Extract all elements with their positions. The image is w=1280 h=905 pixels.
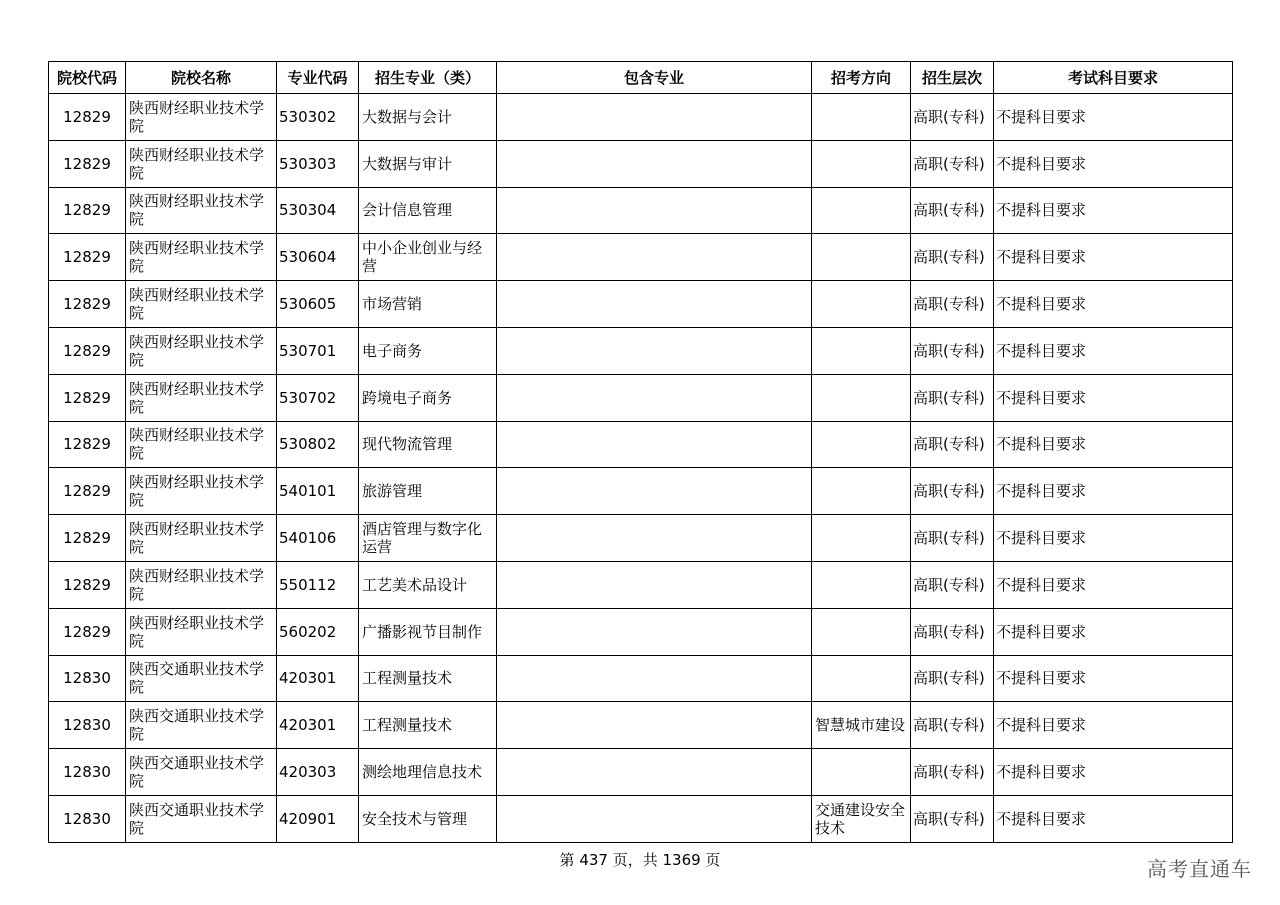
major-cell: 旅游管理 bbox=[359, 468, 497, 515]
subject-requirement-cell: 不提科目要求 bbox=[994, 515, 1233, 562]
admissions-table bbox=[48, 61, 1233, 843]
school-name-cell: 陕西交通职业技术学院 bbox=[126, 795, 277, 842]
direction-cell bbox=[812, 281, 911, 328]
school-name-cell: 陕西财经职业技术学院 bbox=[126, 140, 277, 187]
level-cell: 高职(专科) bbox=[911, 421, 994, 468]
header-level: 招生层次 bbox=[911, 62, 994, 94]
school-code-cell: 12830 bbox=[49, 702, 126, 749]
subject-requirement-cell: 不提科目要求 bbox=[994, 234, 1233, 281]
table-header-row bbox=[49, 62, 1233, 94]
school-name-cell: 陕西财经职业技术学院 bbox=[126, 234, 277, 281]
major-cell: 跨境电子商务 bbox=[359, 374, 497, 421]
table-row bbox=[49, 561, 1233, 608]
school-code-cell: 12829 bbox=[49, 468, 126, 515]
subject-requirement-cell: 不提科目要求 bbox=[994, 140, 1233, 187]
level-cell: 高职(专科) bbox=[911, 561, 994, 608]
table-row bbox=[49, 749, 1233, 796]
major-code-cell: 540106 bbox=[277, 515, 359, 562]
table-row bbox=[49, 421, 1233, 468]
subject-requirement-cell: 不提科目要求 bbox=[994, 795, 1233, 842]
subject-requirement-cell: 不提科目要求 bbox=[994, 281, 1233, 328]
page-number: 第 437 页，共 1369 页 bbox=[559, 851, 721, 869]
subject-requirement-cell: 不提科目要求 bbox=[994, 749, 1233, 796]
subject-requirement-cell: 不提科目要求 bbox=[994, 374, 1233, 421]
direction-cell bbox=[812, 94, 911, 141]
major-cell: 安全技术与管理 bbox=[359, 795, 497, 842]
major-code-cell: 560202 bbox=[277, 608, 359, 655]
direction-cell: 交通建设安全技术 bbox=[812, 795, 911, 842]
school-name-cell: 陕西交通职业技术学院 bbox=[126, 749, 277, 796]
direction-cell bbox=[812, 561, 911, 608]
header-major: 招生专业（类） bbox=[359, 62, 497, 94]
direction-cell bbox=[812, 468, 911, 515]
major-cell: 工程测量技术 bbox=[359, 702, 497, 749]
included-majors-cell bbox=[497, 187, 812, 234]
major-cell: 工艺美术品设计 bbox=[359, 561, 497, 608]
school-name-cell: 陕西财经职业技术学院 bbox=[126, 421, 277, 468]
major-cell: 市场营销 bbox=[359, 281, 497, 328]
major-code-cell: 530303 bbox=[277, 140, 359, 187]
direction-cell bbox=[812, 515, 911, 562]
school-code-cell: 12829 bbox=[49, 608, 126, 655]
school-name-cell: 陕西财经职业技术学院 bbox=[126, 374, 277, 421]
table-row bbox=[49, 468, 1233, 515]
major-code-cell: 420901 bbox=[277, 795, 359, 842]
major-code-cell: 540101 bbox=[277, 468, 359, 515]
major-cell: 大数据与审计 bbox=[359, 140, 497, 187]
school-code-cell: 12829 bbox=[49, 140, 126, 187]
school-code-cell: 12829 bbox=[49, 234, 126, 281]
direction-cell: 智慧城市建设 bbox=[812, 702, 911, 749]
direction-cell bbox=[812, 749, 911, 796]
table-row bbox=[49, 234, 1233, 281]
direction-cell bbox=[812, 234, 911, 281]
major-code-cell: 530702 bbox=[277, 374, 359, 421]
major-code-cell: 420301 bbox=[277, 702, 359, 749]
level-cell: 高职(专科) bbox=[911, 140, 994, 187]
direction-cell bbox=[812, 608, 911, 655]
school-code-cell: 12829 bbox=[49, 561, 126, 608]
major-cell: 大数据与会计 bbox=[359, 94, 497, 141]
school-name-cell: 陕西财经职业技术学院 bbox=[126, 94, 277, 141]
major-code-cell: 530304 bbox=[277, 187, 359, 234]
table-row bbox=[49, 140, 1233, 187]
included-majors-cell bbox=[497, 515, 812, 562]
subject-requirement-cell: 不提科目要求 bbox=[994, 702, 1233, 749]
subject-requirement-cell: 不提科目要求 bbox=[994, 608, 1233, 655]
header-direction: 招考方向 bbox=[812, 62, 911, 94]
header-subject-requirement: 考试科目要求 bbox=[994, 62, 1233, 94]
major-code-cell: 530701 bbox=[277, 327, 359, 374]
major-cell: 酒店管理与数字化运营 bbox=[359, 515, 497, 562]
school-code-cell: 12829 bbox=[49, 421, 126, 468]
included-majors-cell bbox=[497, 655, 812, 702]
included-majors-cell bbox=[497, 795, 812, 842]
major-code-cell: 530604 bbox=[277, 234, 359, 281]
major-cell: 电子商务 bbox=[359, 327, 497, 374]
school-code-cell: 12830 bbox=[49, 795, 126, 842]
table-row bbox=[49, 281, 1233, 328]
table-row bbox=[49, 655, 1233, 702]
level-cell: 高职(专科) bbox=[911, 327, 994, 374]
level-cell: 高职(专科) bbox=[911, 281, 994, 328]
subject-requirement-cell: 不提科目要求 bbox=[994, 421, 1233, 468]
level-cell: 高职(专科) bbox=[911, 94, 994, 141]
included-majors-cell bbox=[497, 749, 812, 796]
level-cell: 高职(专科) bbox=[911, 187, 994, 234]
subject-requirement-cell: 不提科目要求 bbox=[994, 468, 1233, 515]
subject-requirement-cell: 不提科目要求 bbox=[994, 94, 1233, 141]
school-code-cell: 12829 bbox=[49, 187, 126, 234]
level-cell: 高职(专科) bbox=[911, 749, 994, 796]
school-code-cell: 12829 bbox=[49, 281, 126, 328]
school-code-cell: 12829 bbox=[49, 515, 126, 562]
school-code-cell: 12829 bbox=[49, 94, 126, 141]
major-code-cell: 530302 bbox=[277, 94, 359, 141]
school-name-cell: 陕西财经职业技术学院 bbox=[126, 515, 277, 562]
level-cell: 高职(专科) bbox=[911, 515, 994, 562]
watermark-logo: 高考直通车 bbox=[1147, 857, 1252, 881]
header-included-majors: 包含专业 bbox=[497, 62, 812, 94]
major-cell: 现代物流管理 bbox=[359, 421, 497, 468]
subject-requirement-cell: 不提科目要求 bbox=[994, 327, 1233, 374]
major-code-cell: 550112 bbox=[277, 561, 359, 608]
major-code-cell: 420303 bbox=[277, 749, 359, 796]
school-code-cell: 12830 bbox=[49, 749, 126, 796]
table-row bbox=[49, 515, 1233, 562]
table-row bbox=[49, 374, 1233, 421]
direction-cell bbox=[812, 655, 911, 702]
direction-cell bbox=[812, 374, 911, 421]
school-name-cell: 陕西财经职业技术学院 bbox=[126, 561, 277, 608]
level-cell: 高职(专科) bbox=[911, 795, 994, 842]
subject-requirement-cell: 不提科目要求 bbox=[994, 561, 1233, 608]
direction-cell bbox=[812, 327, 911, 374]
table-row bbox=[49, 702, 1233, 749]
included-majors-cell bbox=[497, 468, 812, 515]
included-majors-cell bbox=[497, 702, 812, 749]
included-majors-cell bbox=[497, 281, 812, 328]
table-row bbox=[49, 94, 1233, 141]
header-school-name: 院校名称 bbox=[126, 62, 277, 94]
table-row bbox=[49, 795, 1233, 842]
major-cell: 广播影视节目制作 bbox=[359, 608, 497, 655]
included-majors-cell bbox=[497, 608, 812, 655]
included-majors-cell bbox=[497, 421, 812, 468]
direction-cell bbox=[812, 187, 911, 234]
included-majors-cell bbox=[497, 94, 812, 141]
school-code-cell: 12830 bbox=[49, 655, 126, 702]
table-row bbox=[49, 608, 1233, 655]
direction-cell bbox=[812, 421, 911, 468]
table-row bbox=[49, 327, 1233, 374]
school-name-cell: 陕西财经职业技术学院 bbox=[126, 327, 277, 374]
included-majors-cell bbox=[497, 374, 812, 421]
included-majors-cell bbox=[497, 327, 812, 374]
level-cell: 高职(专科) bbox=[911, 655, 994, 702]
school-name-cell: 陕西财经职业技术学院 bbox=[126, 187, 277, 234]
major-cell: 工程测量技术 bbox=[359, 655, 497, 702]
subject-requirement-cell: 不提科目要求 bbox=[994, 187, 1233, 234]
major-cell: 测绘地理信息技术 bbox=[359, 749, 497, 796]
included-majors-cell bbox=[497, 140, 812, 187]
included-majors-cell bbox=[497, 234, 812, 281]
school-name-cell: 陕西财经职业技术学院 bbox=[126, 281, 277, 328]
school-name-cell: 陕西财经职业技术学院 bbox=[126, 608, 277, 655]
included-majors-cell bbox=[497, 561, 812, 608]
school-code-cell: 12829 bbox=[49, 327, 126, 374]
level-cell: 高职(专科) bbox=[911, 468, 994, 515]
school-name-cell: 陕西交通职业技术学院 bbox=[126, 702, 277, 749]
header-school-code: 院校代码 bbox=[49, 62, 126, 94]
table-row bbox=[49, 187, 1233, 234]
header-major-code: 专业代码 bbox=[277, 62, 359, 94]
school-name-cell: 陕西财经职业技术学院 bbox=[126, 468, 277, 515]
major-code-cell: 530605 bbox=[277, 281, 359, 328]
school-name-cell: 陕西交通职业技术学院 bbox=[126, 655, 277, 702]
level-cell: 高职(专科) bbox=[911, 702, 994, 749]
level-cell: 高职(专科) bbox=[911, 234, 994, 281]
major-code-cell: 420301 bbox=[277, 655, 359, 702]
major-cell: 中小企业创业与经营 bbox=[359, 234, 497, 281]
level-cell: 高职(专科) bbox=[911, 374, 994, 421]
school-code-cell: 12829 bbox=[49, 374, 126, 421]
level-cell: 高职(专科) bbox=[911, 608, 994, 655]
major-cell: 会计信息管理 bbox=[359, 187, 497, 234]
major-code-cell: 530802 bbox=[277, 421, 359, 468]
direction-cell bbox=[812, 140, 911, 187]
subject-requirement-cell: 不提科目要求 bbox=[994, 655, 1233, 702]
